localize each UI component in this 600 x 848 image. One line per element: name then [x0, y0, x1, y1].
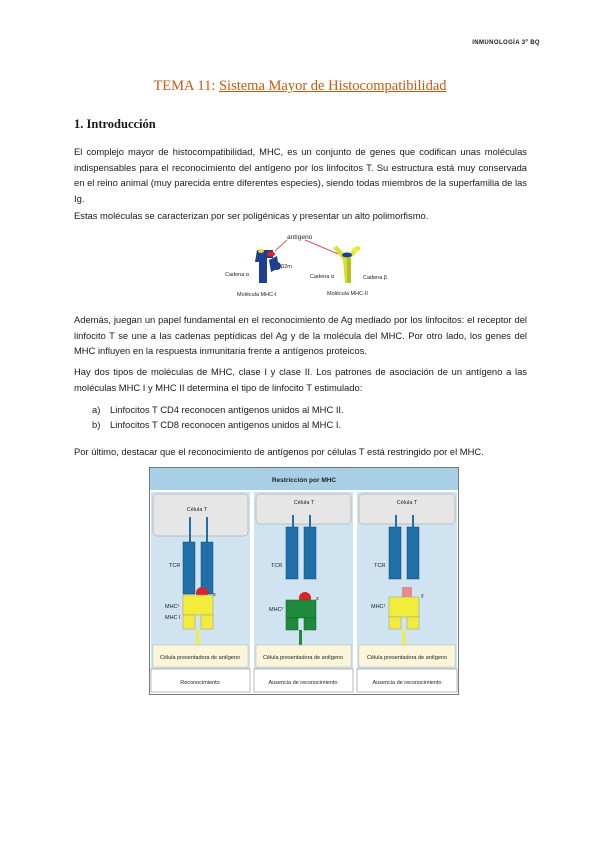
restriction-panel-1	[151, 492, 250, 692]
svg-text:y: y	[421, 593, 424, 599]
svg-text:Célula T: Célula T	[293, 500, 315, 506]
svg-text:TCR: TCR	[169, 563, 181, 569]
t-cell-list	[92, 403, 522, 432]
svg-text:TCR: TCR	[271, 563, 283, 569]
header-course-tag: INMUNOLOGÍA 3º BQ	[472, 40, 540, 46]
beta-chain-label: Cadena β	[363, 275, 387, 281]
svg-text:Célula T: Célula T	[396, 500, 418, 506]
alpha-chain-label-1: Cadena α	[225, 272, 249, 278]
svg-text:MHC I: MHC I	[165, 615, 181, 621]
alpha-chain-label-2: Cadena α	[310, 274, 334, 280]
svg-text:Célula presentadora de antígen: Célula presentadora de antígeno	[159, 655, 241, 661]
svg-text:MHC¹: MHC¹	[165, 604, 180, 610]
antigen-label: antígeno	[287, 234, 313, 241]
beta2m-label: β2m	[281, 264, 292, 270]
paragraph-5: Por último, destacar que el reconocimiento de antígenos por células T está restringido por el MHC.	[74, 446, 484, 457]
svg-text:MHC¹: MHC¹	[371, 604, 386, 610]
svg-text:Célula presentadora de antígen: Célula presentadora de antígeno	[262, 655, 344, 661]
page-title	[0, 78, 600, 95]
svg-text:Ausencia de reconocimiento: Ausencia de reconocimiento	[268, 680, 338, 686]
svg-text:Reconocimiento: Reconocimiento	[180, 680, 220, 686]
svg-text:Ausencia de reconocimiento: Ausencia de reconocimiento	[372, 680, 442, 686]
mhc-class-ii-molecule	[333, 246, 361, 283]
figure-header-title: Restricción por MHC	[271, 477, 337, 484]
antigen-arrow-1	[275, 240, 287, 251]
list-item: a) Linfocitos T CD4 reconocen antígenos unidos al MHC II.	[92, 404, 344, 415]
restriction-panel-2	[254, 492, 353, 692]
mhc-restriction-figure	[149, 467, 459, 695]
mhc-ii-label: Molécula MHC-II	[327, 291, 368, 297]
paragraph-4: Hay dos tipos de moléculas de MHC, clase I y clase II. Los patrones de asociación de un antígeno a las moléculas MHC I y MHC II determina el tipo de linfocito T estimulado:	[74, 366, 527, 393]
svg-text:MHC²: MHC²	[269, 607, 284, 613]
mhc-i-label: Molécula MHC-I	[237, 292, 277, 298]
list-item: b) Linfocitos T CD8 reconocen antígenos unidos al MHC I.	[92, 418, 342, 430]
mhc-class-i-molecule	[255, 249, 281, 283]
svg-text:Célula T: Célula T	[186, 507, 208, 513]
svg-text:x: x	[213, 592, 216, 598]
mhc-molecules-figure	[215, 228, 405, 303]
restriction-panel-3	[357, 492, 457, 692]
svg-text:x: x	[316, 596, 319, 602]
paragraph-3: Además, juegan un papel fundamental en el reconocimiento de Ag mediado por los linfocitos: el receptor del linfocito T se une a las cadenas peptídicas del Ag y de la molécula del MHC. Por otro lado, los genes del MHC influyen en la respuesta inmunitaria frente a antígenos proteicos.	[74, 314, 527, 356]
section-heading: 1. Introducción	[74, 117, 156, 131]
svg-text:Célula presentadora de antígen: Célula presentadora de antígeno	[366, 655, 448, 661]
title-main: Sistema Mayor de Histocompatibilidad	[218, 78, 447, 94]
paragraph-1: El complejo mayor de histocompatibilidad, MHC, es un conjunto de genes que codifican unas moléculas indispensables para el reconocimiento del antígeno por los linfocitos T. Su estructura está muy conservada en el reino animal (muy parecida entre diferentes especies), siendo todas miembros de la superfamilia de las Ig.	[74, 146, 527, 204]
svg-text:TCR: TCR	[374, 563, 386, 569]
paragraph-2: Estas moléculas se caracterizan por ser poligénicas y presentar un alto polimorfismo.	[74, 210, 429, 221]
title-prefix: TEMA 11:	[153, 78, 216, 94]
